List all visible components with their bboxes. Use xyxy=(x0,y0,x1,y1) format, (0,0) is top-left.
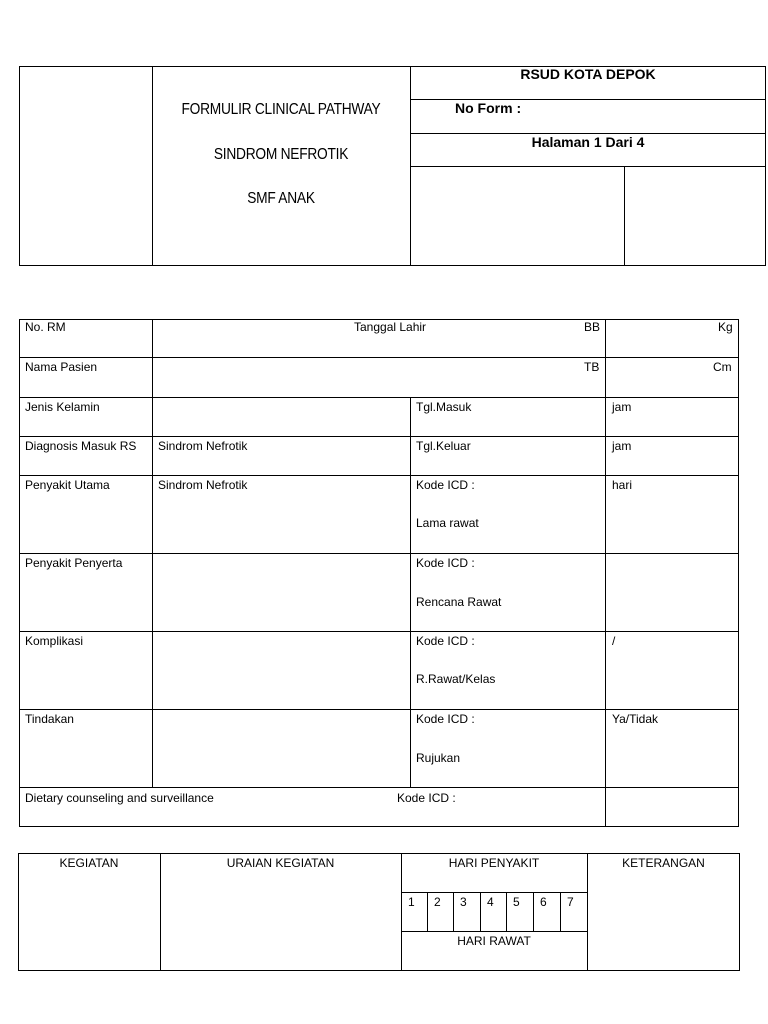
kode-icd-label: Kode ICD : xyxy=(397,791,456,805)
slash-separator: / xyxy=(612,634,616,648)
day-divider xyxy=(427,892,428,931)
no-form-label: No Form : xyxy=(455,100,522,116)
day-divider xyxy=(533,892,534,931)
lama-rawat-label: Lama rawat xyxy=(416,516,479,530)
header-divider xyxy=(624,166,625,266)
rencana-rawat-label: Rencana Rawat xyxy=(416,595,502,609)
row-divider xyxy=(19,553,739,554)
hari-penyakit-header: HARI PENYAKIT xyxy=(448,856,540,870)
form-subtitle: SINDROM NEFROTIK xyxy=(213,146,349,163)
tindakan-label: Tindakan xyxy=(25,712,74,726)
penyakit-utama-label: Penyakit Utama xyxy=(25,478,110,492)
day-divider xyxy=(480,892,481,931)
col-divider xyxy=(401,853,402,971)
kg-unit: Kg xyxy=(718,320,733,334)
col-divider xyxy=(160,853,161,971)
day-divider xyxy=(560,892,561,931)
kode-icd-label: Kode ICD : xyxy=(416,712,475,726)
no-rm-label: No. RM xyxy=(25,320,66,334)
penyakit-penyerta-label: Penyakit Penyerta xyxy=(25,556,123,570)
tanggal-lahir-label: Tanggal Lahir xyxy=(354,320,427,334)
hari-rawat-label: HARI RAWAT xyxy=(457,934,531,948)
day-number: 6 xyxy=(540,895,547,909)
jenis-kelamin-label: Jenis Kelamin xyxy=(25,400,100,414)
col-divider xyxy=(410,397,411,787)
tgl-masuk-label: Tgl.Masuk xyxy=(416,400,472,414)
day-number: 1 xyxy=(408,895,415,909)
day-divider xyxy=(506,892,507,931)
row-divider xyxy=(19,631,739,632)
rawat-kelas-label: R.Rawat/Kelas xyxy=(416,672,496,686)
bb-label: BB xyxy=(584,320,601,334)
col-divider xyxy=(605,319,606,827)
penyakit-utama-value: Sindrom Nefrotik xyxy=(158,478,248,492)
activity-table xyxy=(18,853,740,971)
page-number: Halaman 1 Dari 4 xyxy=(531,134,645,150)
row-divider xyxy=(19,709,739,710)
day-divider xyxy=(453,892,454,931)
form-title: FORMULIR CLINICAL PATHWAY xyxy=(181,101,381,118)
day-number: 7 xyxy=(567,895,574,909)
uraian-kegiatan-header: URAIAN KEGIATAN xyxy=(226,856,335,870)
nama-pasien-label: Nama Pasien xyxy=(25,360,98,374)
keterangan-header: KETERANGAN xyxy=(622,856,705,870)
diagnosis-masuk-label: Diagnosis Masuk RS xyxy=(25,439,137,453)
day-number: 2 xyxy=(434,895,441,909)
department: SMF ANAK xyxy=(247,190,315,207)
kode-icd-label: Kode ICD : xyxy=(416,478,475,492)
col-divider xyxy=(152,319,153,787)
row-divider xyxy=(19,357,739,358)
jam-label: jam xyxy=(612,400,632,414)
hari-label: hari xyxy=(612,478,633,492)
hospital-name: RSUD KOTA DEPOK xyxy=(520,66,656,82)
row-divider xyxy=(19,436,739,437)
patient-table xyxy=(19,319,739,827)
kegiatan-header: KEGIATAN xyxy=(59,856,119,870)
day-number: 5 xyxy=(513,895,520,909)
ya-tidak-label: Ya/Tidak xyxy=(612,712,659,726)
header-divider xyxy=(152,66,153,266)
day-number: 4 xyxy=(487,895,494,909)
jam-label: jam xyxy=(612,439,632,453)
tb-label: TB xyxy=(584,360,600,374)
day-number: 3 xyxy=(460,895,467,909)
dietary-counseling-label: Dietary counseling and surveillance xyxy=(25,791,214,805)
row-divider xyxy=(19,475,739,476)
rujukan-label: Rujukan xyxy=(416,751,461,765)
kode-icd-label: Kode ICD : xyxy=(416,634,475,648)
col-divider xyxy=(587,853,588,971)
kode-icd-label: Kode ICD : xyxy=(416,556,475,570)
row-divider xyxy=(19,787,739,788)
tgl-keluar-label: Tgl.Keluar xyxy=(416,439,471,453)
cm-unit: Cm xyxy=(713,360,732,374)
diagnosis-value: Sindrom Nefrotik xyxy=(158,439,248,453)
row-divider xyxy=(19,397,739,398)
row-divider xyxy=(401,931,587,932)
header-divider xyxy=(410,166,766,167)
komplikasi-label: Komplikasi xyxy=(25,634,84,648)
